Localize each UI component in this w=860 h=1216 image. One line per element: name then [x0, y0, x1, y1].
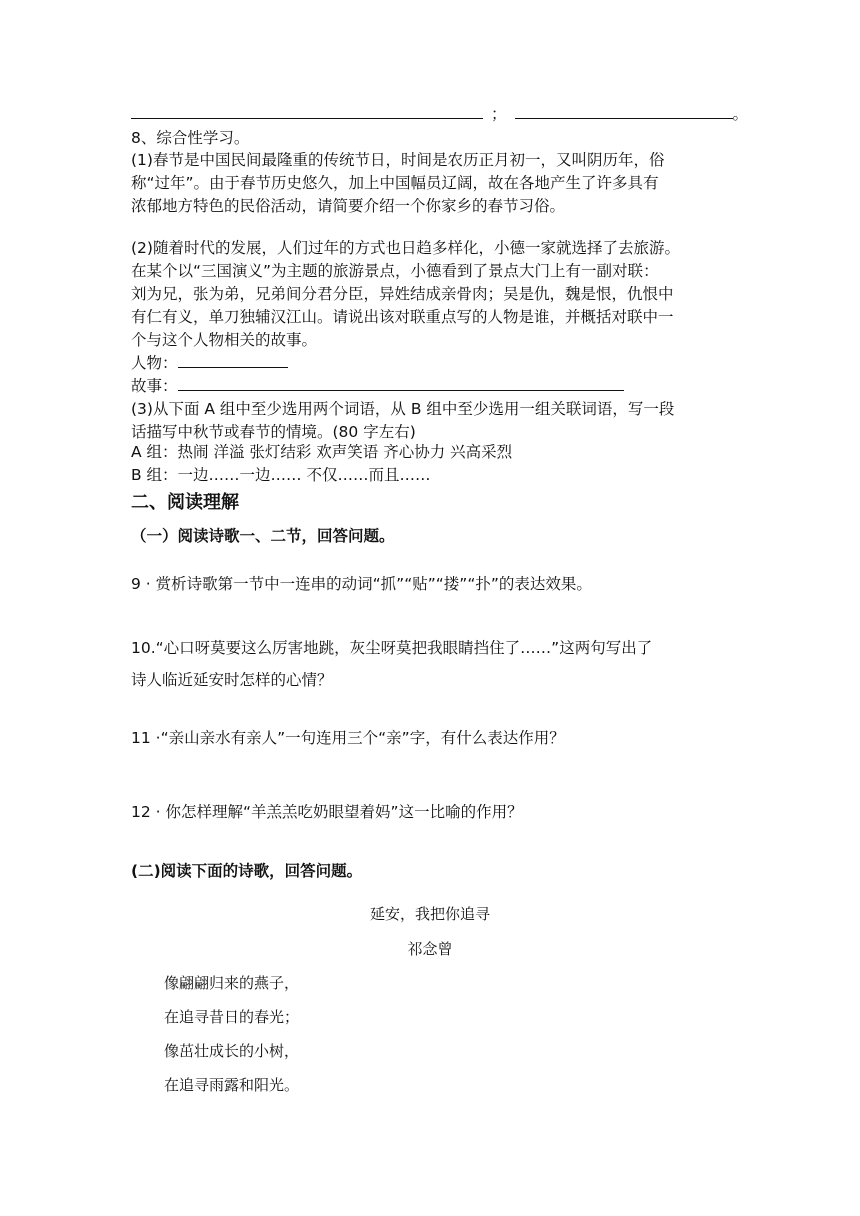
q8-p2-line2: 在某个以“三国演义”为主题的旅游景点，小德看到了景点大门上有一副对联： — [131, 262, 659, 280]
separator-text: 。 — [732, 105, 749, 123]
story-blank[interactable] — [178, 376, 624, 391]
answer-line-row — [131, 104, 748, 124]
q8-p2-line1: (2)随着时代的发展，人们过年的方式也日趋多样化，小德一家就选择了去旅游。 — [131, 239, 680, 257]
section-2-heading: 二、阅读理解 — [131, 492, 239, 513]
person-label: 人物： — [131, 354, 178, 372]
question-11: 11 ·“亲山亲水有亲人”一句连用三个“亲”字，有什么表达作用？ — [131, 729, 565, 747]
group-b-words: B 组：一边……一边…… 不仅……而且…… — [131, 466, 431, 484]
subsection-1-heading: （一）阅读诗歌一、二节，回答问题。 — [131, 527, 395, 545]
question-10-line2: 诗人临近延安时怎样的心情？ — [131, 671, 333, 689]
q8-p2-line3: 刘为兄，张为弟，兄弟间分君分臣，异姓结成亲骨肉；吴是仇，魏是恨，仇恨中 — [131, 285, 674, 303]
q8-p2-line4: 有仁有义，单刀独辅汉江山。请说出该对联重点写的人物是谁，并概括对联中一 — [131, 308, 674, 326]
q8-p2-line5: 个与这个人物相关的故事。 — [131, 331, 318, 349]
group-a-words: A 组：热闹 洋溢 张灯结彩 欢声笑语 齐心协力 兴高采烈 — [131, 443, 513, 461]
question-8-title: 8、综合性学习。 — [131, 129, 250, 147]
poem-line-1: 像翩翩归来的燕子， — [164, 974, 300, 992]
person-blank[interactable] — [178, 353, 288, 368]
question-10-line1: 10.“心口呀莫要这么厉害地跳，灰尘呀莫把我眼睛挡住了……”这两句写出了 — [131, 639, 653, 657]
poem-line-2: 在追寻昔日的春光； — [164, 1008, 300, 1026]
answer-blank — [515, 104, 733, 119]
person-field-row — [131, 353, 288, 373]
q8-p1-line1: (1)春节是中国民间最隆重的传统节日，时间是农历正月初一，又叫阴历年，俗 — [131, 151, 665, 169]
separator-text: ； — [491, 105, 507, 123]
story-field-row — [131, 376, 624, 396]
poem-line-3: 像茁壮成长的小树， — [164, 1042, 300, 1060]
subsection-2-heading: (二)阅读下面的诗歌，回答问题。 — [131, 862, 363, 880]
q8-p3-line2: 话描写中秋节或春节的情境。(80 字左右) — [131, 423, 416, 441]
q8-p1-line2: 称“过年”。由于春节历史悠久，加上中国幅员辽阔，故在各地产生了许多具有 — [131, 174, 659, 192]
q8-p3-line1: (3)从下面 A 组中至少选用两个词语，从 B 组中至少选用一组关联词语，写一段 — [131, 400, 675, 418]
poem-title: 延安，我把你追寻 — [369, 905, 490, 923]
question-12: 12 · 你怎样理解“羊羔羔吃奶眼望着妈”这一比喻的作用？ — [131, 803, 523, 821]
question-9: 9 · 赏析诗歌第一节中一连串的动词“抓”“贴”“搂”“扑”的表达效果。 — [131, 575, 592, 593]
poem-line-4: 在追寻雨露和阳光。 — [164, 1076, 300, 1094]
poem-author: 祁念曾 — [407, 940, 453, 958]
answer-blank — [131, 104, 483, 119]
story-label: 故事： — [131, 377, 178, 395]
q8-p1-line3: 浓郁地方特色的民俗活动，请简要介绍一个你家乡的春节习俗。 — [131, 197, 566, 215]
